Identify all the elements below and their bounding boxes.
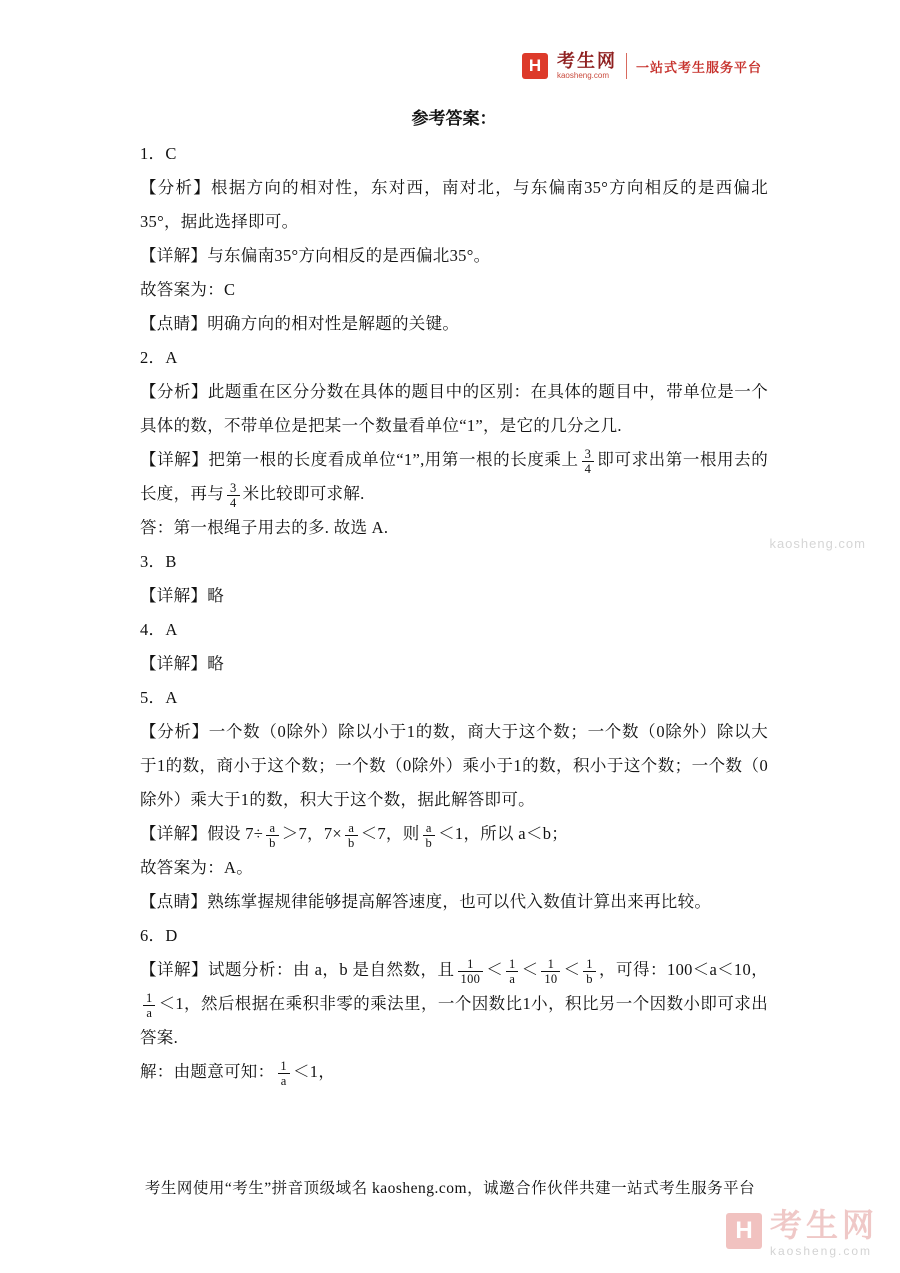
bottom-watermark [726,1209,878,1257]
watermark-logo-icon: H [726,1213,762,1249]
document-content [140,104,768,1089]
watermark-brand: 考生网 [769,1207,878,1243]
brand-logo-icon: H [522,53,548,79]
paragraph: 【分析】一个数（0除外）除以小于1的数，商大于这个数；一个数（0除外）除以大于1的数，商小于这个数；一个数（0除外）乘小于1的数，积小于这个数；一个数（0除外）乘大于1的数，积大于这个数，据此解答即可。 [140,722,768,809]
paragraph: 【详解】把第一根的长度看成单位“1”,用第一根的长度乘上 $\frac{3}{4}$ 即可求出第一根用去的长度，再与 $\frac{3}{4}$ 米比较即可求解. [140,446,769,510]
paragraph: 【详解】略 [140,654,224,673]
paragraph: 【详解】与东偏南35°方向相反的是西偏北35°。 [140,246,491,265]
footer-text: 考生网使用“考生”拼音顶级域名 kaosheng.com，诚邀合作伙伴共建一站式考生服务平台 [144,1180,756,1197]
paragraph: 【点睛】熟练掌握规律能够提高解答速度，也可以代入数值计算出来再比较。 [140,892,712,911]
paragraph: 2．A [140,348,178,367]
paragraph: 【详解】试题分析：由 a，b 是自然数，且 $\frac{1}{100}$ ＜ $\frac{1}{a}$ ＜ $\frac{1}{10}$ ＜ $\frac{1}{b}$ ，可得：100＜a＜10， $\frac{1}{a}$ ＜1，然后根据在乘积非零的乘法里，一个因数比1小，积比另一个因数小即可求出答案. [140,956,769,1047]
answer-paragraphs [140,137,768,1089]
paragraph: 答：第一根绳子用去的多. 故选 A. [140,518,389,537]
fraction: $\frac{1}{a}$ [506,957,519,986]
brand-domain: kaosheng.com [556,71,610,80]
brand-tagline: 一站式考生服务平台 [635,59,762,75]
paragraph: 【详解】略 [140,586,224,605]
paragraph: 4．A [140,620,178,639]
paragraph: 【分析】此题重在区分分数在具体的题目中的区别：在具体的题目中，带单位是一个具体的数，不带单位是把某一个数量看单位“1”，是它的几分之几. [140,382,768,435]
paragraph: 【点睛】明确方向的相对性是解题的关键。 [140,314,460,333]
paragraph: 故答案为：C [140,280,236,299]
paragraph: 解：由题意可知： $\frac{1}{a}$ ＜1， [140,1058,336,1088]
brand-names [557,52,617,80]
watermark-domain: kaosheng.com [769,1244,873,1258]
fraction: $\frac{a}{b}$ [423,821,436,850]
fraction: $\frac{1}{a}$ [277,1059,290,1088]
brand-name: 考生网 [556,51,617,71]
paragraph: 3．B [140,552,177,571]
watermark-text [770,1209,878,1257]
header-brand [522,52,762,80]
fraction: $\frac{1}{a}$ [143,991,156,1020]
side-watermark: kaosheng.com [769,536,866,551]
page-title: 参考答案： [411,109,497,128]
paragraph: 5．A [140,688,178,707]
fraction: $\frac{1}{10}$ [541,957,560,986]
paragraph: 1．C [140,144,177,163]
fraction: $\frac{a}{b}$ [266,821,279,850]
fraction: $\frac{3}{4}$ [582,447,595,476]
fraction: $\frac{3}{4}$ [227,481,240,510]
fraction: $\frac{1}{100}$ [458,957,484,986]
paragraph: 【详解】假设 7÷ $\frac{a}{b}$ ＞7，7× $\frac{a}{b}$ ＜7，则 $\frac{a}{b}$ ＜1，所以 a＜b； [140,820,569,850]
fraction: $\frac{1}{b}$ [583,957,596,986]
paragraph: 故答案为：A。 [140,858,254,877]
fraction: $\frac{a}{b}$ [345,821,358,850]
brand-divider [626,53,627,79]
paragraph: 6．D [140,926,178,945]
paragraph: 【分析】根据方向的相对性，东对西，南对北，与东偏南35°方向相反的是西偏北35°，据此选择即可。 [140,178,768,231]
